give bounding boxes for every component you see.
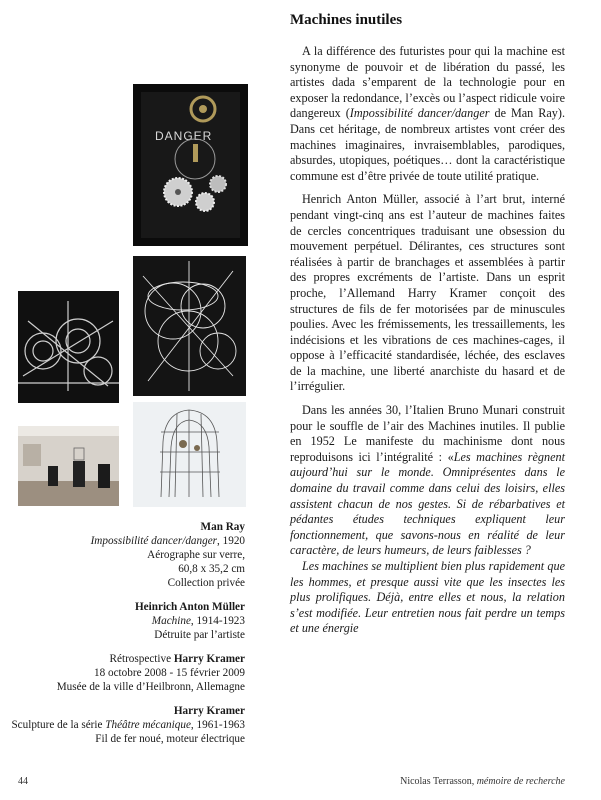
page-number: 44 xyxy=(18,776,28,787)
caption-prefix: Rétrospective xyxy=(109,653,174,665)
p1-italic: Impossibilité dancer/danger xyxy=(349,106,490,121)
caption-date: , 1961-1963 xyxy=(190,719,245,731)
section-heading: Machines inutiles xyxy=(290,12,403,28)
caption-title: Impossibilité dancer/danger xyxy=(90,535,218,547)
running-footer xyxy=(400,776,565,787)
caption-man-ray xyxy=(5,520,245,590)
caption-line: 60,8 x 35,2 cm xyxy=(178,563,245,575)
paragraph-1 xyxy=(290,44,565,184)
caption-line: Aérographe sur verre, xyxy=(147,549,245,561)
caption-title-line xyxy=(5,718,245,732)
p1-text: A la différence des futuristes pour qui la machine est synonyme de pouvoir et de libération du passé, les artistes dada s’emparent de la technologie pour en exposer la redondance, l’excès ou l’aspect ridicule voire dangereux ( xyxy=(290,44,565,121)
caption-line: Collection privée xyxy=(167,577,245,589)
caption-muller xyxy=(5,600,245,642)
caption-artist: Harry Kramer xyxy=(173,653,245,665)
caption-retrospective xyxy=(5,652,245,694)
image-captions xyxy=(5,520,245,756)
caption-date: , 1920 xyxy=(217,535,245,547)
caption-title: Machine xyxy=(151,615,191,627)
caption-line: Détruite par l’artiste xyxy=(154,629,245,641)
caption-title-line xyxy=(5,614,245,628)
paragraph-2: Henrich Anton Müller, associé à l’art brut, interné pendant vingt-cinq ans est l’auteur de machines faites de cercles concentriques traduisant une obsession du mouvement perpétuel. Délirantes, ces structures sont réalisées à partir de branchages et assemblées à partir des propres excréments de l’artiste. Dans un esprit proche, l’Allemand Harry Kramer conçoit des structures de fils de fer motorisées par de minuscules poulies. Avec les frémissements, les tressaillements, les indécisions et les vibrations de ces machines-cages, il oppose à l’efficacité standardisée, léchée, des esclaves de la machine, une liberté anarchiste du hasard et de l’irrégulier. xyxy=(290,192,565,394)
footer-subtitle: mémoire de recherche xyxy=(476,776,565,787)
caption-prefix: Sculpture de la série xyxy=(11,719,106,731)
caption-kramer xyxy=(5,704,245,746)
p1-tail: de Man Ray). Dans cet héritage, de nombreux artistes vont créer des machines imaginaires, invraisemblables, parodiques, absurdes, utopiques, poétiques… dont la caractéristique commune est d’être privée de toute utilité pratique. xyxy=(290,106,565,183)
caption-title-line xyxy=(5,534,245,548)
p4-italic: Les machines se multiplient bien plus rapidement que les hommes, et presque aussi vite que les insectes les plus prolifiques. Déjà, entre elles et nous, la relation s’est modifiée. Leur entretien nous fait perdre un temps et une énergie xyxy=(290,559,565,636)
kramer-wire-image xyxy=(133,256,246,396)
caption-title: Théâtre mécanique xyxy=(105,719,191,731)
p3-italic: Les machines règnent aujourd’hui sur le monde. Omniprésentes dans le domaine du travail comme dans celui des loisirs, elles assistent chacun de nos gestes. Si de rébarbatives et pédantes études techniques expliquent leur fonctionnement, que savons-nous en réalité de leur caractère, de leurs humeurs, de leurs faiblesses ? xyxy=(290,449,565,558)
caption-artist: Harry Kramer xyxy=(173,705,245,717)
p3-text: Dans les années 30, l’Italien Bruno Munari construit pour le souffle de l’air des Machines inutiles. Il publie en 1952 Le manifeste du machinisme dont nous reproduisons ici l’intégralité : « xyxy=(290,403,565,464)
paragraph-4 xyxy=(290,559,565,637)
man-ray-danger-image xyxy=(133,84,248,246)
footer-author: Nicolas Terrasson, xyxy=(400,776,477,787)
caption-line: Fil de fer noué, moteur électrique xyxy=(95,733,245,745)
body-text xyxy=(290,44,565,637)
caption-line: 18 octobre 2008 - 15 février 2009 xyxy=(94,667,245,679)
caption-artist: Man Ray xyxy=(200,521,245,533)
museum-retrospective-image xyxy=(18,426,119,506)
paragraph-3 xyxy=(290,403,565,559)
danger-word: DANGER xyxy=(155,129,213,143)
caption-artist: Heinrich Anton Müller xyxy=(134,601,245,613)
caption-title-line xyxy=(5,652,245,666)
caption-date: , 1914-1923 xyxy=(190,615,245,627)
muller-machine-image xyxy=(18,291,119,403)
caption-line: Musée de la ville d’Heilbronn, Allemagne xyxy=(56,681,245,693)
kramer-theatre-image xyxy=(133,402,246,507)
